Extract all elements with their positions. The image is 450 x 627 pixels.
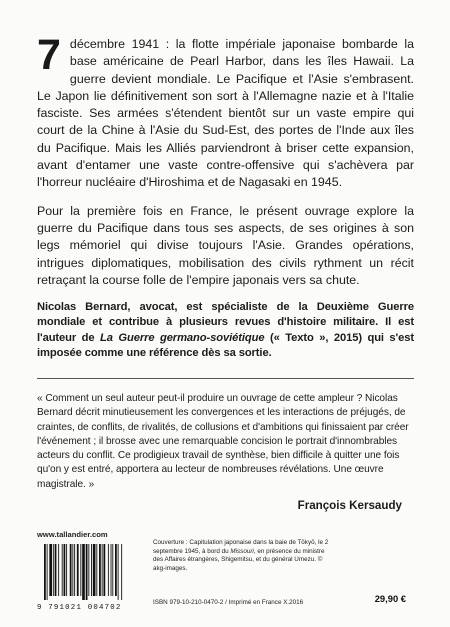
author-bio xyxy=(37,300,414,361)
credits-text: Couverture : Capitulation japonaise dans la baie de Tōkyō, le 2 septembre 1945, à bord du xyxy=(153,539,329,555)
credits-ship: Missouri xyxy=(230,547,254,555)
barcode-icon xyxy=(44,544,123,600)
divider xyxy=(37,378,414,379)
author-bio-text: Nicolas Bernard, avocat, est spécialiste de la Deuxième Guerre mondiale et contribue à plusieurs revues d'histoire militaire. Il est l'auteur de xyxy=(37,301,414,344)
price: 29,90 € xyxy=(374,593,406,604)
publisher-website[interactable]: www.tallandier.com xyxy=(37,530,108,539)
cover-credits xyxy=(153,539,335,573)
isbn-line: ISBN 979-10-210-0470-2 / Imprimé en France X.2016 xyxy=(153,599,304,606)
description-paragraph: Pour la première fois en France, le présent ouvrage explore la guerre du Pacifique dans tous ses aspects, de ses origines à son legs mémoriel qui divise toujours l'Asie. Grandes opérations, intrigues diplomatiques, mobilisation des civils rythment un récit retraçant la course folle de l'empire japonais vers sa chute. xyxy=(37,203,414,287)
quote-author: François Kersaudy xyxy=(297,499,402,513)
author-bio-tail: (« Texto », 2015) qui s'est imposée comme une référence dès sa sortie. xyxy=(37,331,414,359)
back-cover xyxy=(37,31,414,513)
credits-text-tail: , en présence du ministre des Affaires étrangères, Shigemitsu, et du général Umezu. © akg-images. xyxy=(153,547,325,572)
footer xyxy=(37,530,414,610)
dropcap: 7 xyxy=(37,31,61,79)
intro-paragraph xyxy=(37,31,414,192)
barcode-number: 9 791021 004702 xyxy=(37,604,122,612)
review-quote: « Comment un seul auteur peut-il produire un ouvrage de cette ampleur ? Nicolas Bernard décrit minutieusement les convergences et les interactions de préjugés, de craintes, de conflits, de rivalités, de collusions et d'ambitions qui finissaient par créer l'événement ; il brosse avec une remarquable concision le portrait d'innombrables acteurs du conflit. Ce prodigieux travail de synthèse, bien difficile à quitter une fois qu'on y est entré, apportera au lecteur de nombreuses révélations. Une œuvre magistrale. » xyxy=(37,392,409,490)
author-book-title: La Guerre germano-soviétique xyxy=(100,331,265,344)
intro-text: décembre 1941 : la flotte impériale japonaise bombarde la base américaine de Pearl Harbor, dans les îles Hawaii. La guerre devient mondiale. Le Pacifique et l'Asie s'embrasent. Le Japon lie définitivement son sort à l'Allemagne nazie et à l'Italie fasciste. Ses armées s'étendent bientôt sur un vaste empire qui court de la Chine à l'Asie du Sud-Est, des portes de l'Inde aux îles du Pacifique. Mais les Alliés parviendront à briser cette expansion, avant d'entamer une vaste contre-offensive qui s'achèvera par l'horreur nucléaire d'Hiroshima et de Nagasaki en 1945. xyxy=(37,37,414,190)
